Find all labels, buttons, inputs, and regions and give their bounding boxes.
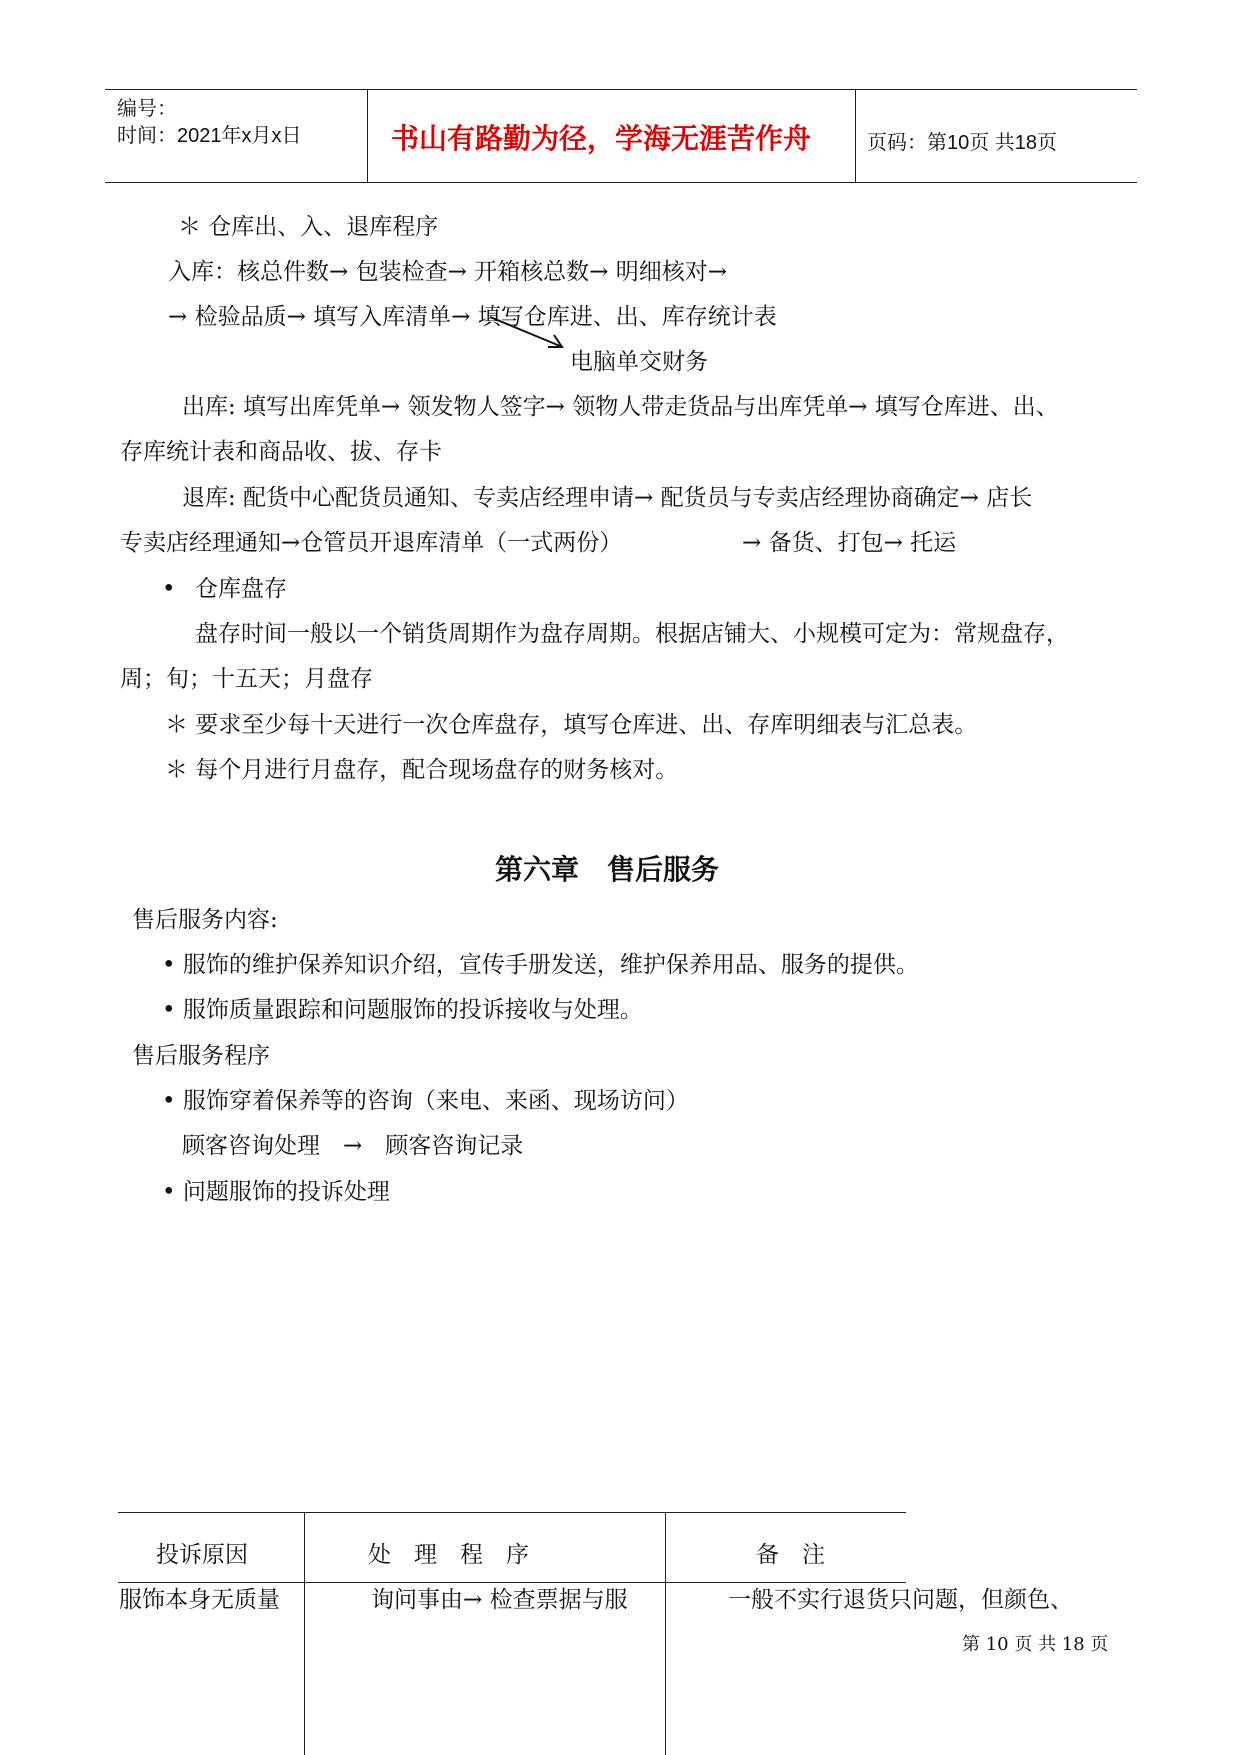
table-cell: 询问事由→ 检查票据与服 — [371, 1587, 628, 1613]
table-header-cell: 处 理 程 序 — [368, 1542, 529, 1568]
outbound-line-1: 出库: 填写出库凭单→ 领发物人签字→ 领物人带走货品与出库凭单→ 填写仓库进、出、 — [182, 394, 1059, 420]
table-cell: 一般不实行退货只问题，但颜色、 — [728, 1587, 1073, 1613]
time-label: 时间：2021年x月x日 — [117, 125, 302, 147]
inbound-branch: 电脑单交财务 — [570, 349, 708, 375]
table-header-cell: 投诉原因 — [156, 1542, 248, 1568]
return-line-2: 专卖店经理通知→仓管员开退库清单（一式两份） — [120, 530, 623, 556]
return-line-2-end: → 备货、打包→ 托运 — [742, 530, 957, 556]
page-header — [105, 89, 1137, 183]
page-number-label: 页码：第10页 共18页 — [867, 132, 1058, 154]
table-column-divider — [665, 1512, 666, 1755]
bullet-icon: • — [162, 576, 176, 602]
table-column-divider — [304, 1512, 305, 1755]
serial-label: 编号： — [117, 98, 177, 120]
inventory-note-2: ＊ 每个月进行月盘存，配合现场盘存的财务核对。 — [165, 757, 679, 783]
procedure-flow: 顾客咨询处理 → 顾客咨询记录 — [182, 1133, 524, 1159]
procedure-item-complaint: • 问题服饰的投诉处理 — [162, 1179, 390, 1205]
warehouse-section-title: ＊ 仓库出、入、退库程序 — [178, 214, 439, 240]
return-line-1: 退库: 配货中心配货员通知、专卖店经理申请→ 配货员与专卖店经理协商确定→ 店长 — [182, 485, 1033, 511]
procedure-item-consult: • 服饰穿着保养等的咨询（来电、来函、现场访问） — [162, 1088, 689, 1114]
inventory-note-1: ＊ 要求至少每十天进行一次仓库盘存，填写仓库进、出、存库明细表与汇总表。 — [165, 712, 978, 738]
table-header-border — [118, 1582, 906, 1583]
outbound-line-2: 存库统计表和商品收、拔、存卡 — [120, 439, 442, 465]
inbound-line-1: 入库：核总件数→ 包装检查→ 开箱核总数→ 明细核对→ — [168, 259, 728, 285]
table-cell: 服饰本身无质量 — [119, 1587, 280, 1613]
inventory-title: 仓库盘存 — [195, 576, 287, 602]
header-divider — [367, 90, 368, 182]
page-footer: 第 10 页 共 18 页 — [962, 1634, 1109, 1655]
chapter-title: 第六章 售后服务 — [495, 853, 720, 886]
table-header-cell: 备 注 — [756, 1542, 825, 1568]
header-divider — [855, 90, 856, 182]
service-procedure-label: 售后服务程序 — [132, 1043, 270, 1069]
inbound-line-2: → 检验品质→ 填写入库清单→ 填写仓库进、出、库存统计表 — [168, 304, 777, 330]
service-content-label: 售后服务内容: — [132, 907, 278, 933]
branch-arrow-icon — [488, 314, 568, 354]
table-top-border — [118, 1512, 906, 1513]
service-content-item: • 服饰质量跟踪和问题服饰的投诉接收与处理。 — [162, 997, 643, 1023]
inventory-para-line-2: 周；旬；十五天；月盘存 — [120, 666, 373, 692]
inventory-para-line-1: 盘存时间一般以一个销货周期作为盘存周期。根据店铺大、小规模可定为：常规盘存， — [195, 621, 1069, 647]
motto: 书山有路勤为径，学海无涯苦作舟 — [391, 122, 812, 155]
service-content-item: • 服饰的维护保养知识介绍，宣传手册发送，维护保养用品、服务的提供。 — [162, 952, 919, 978]
